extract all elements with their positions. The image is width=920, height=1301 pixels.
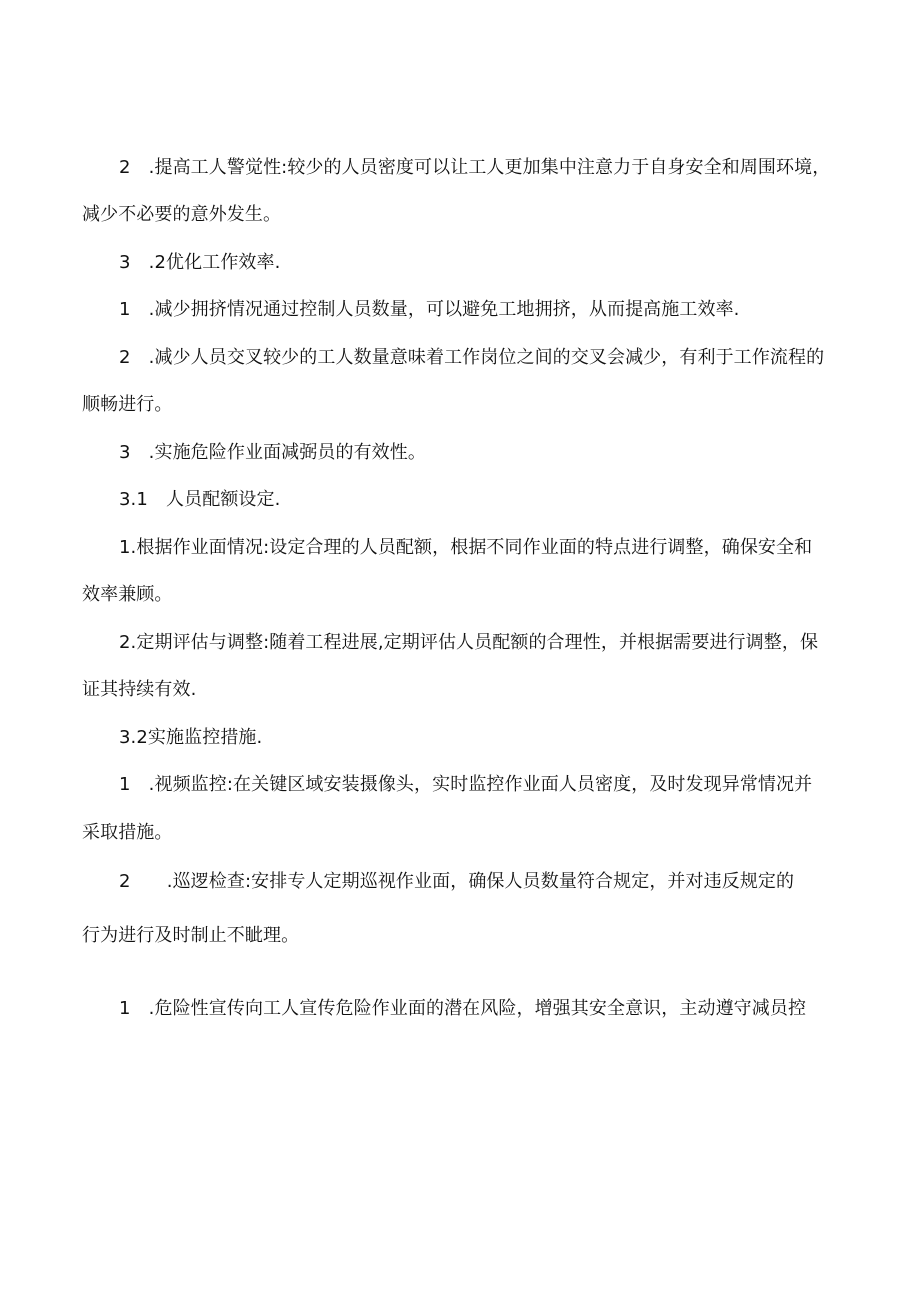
paragraph-line: 证其持续有效. — [82, 679, 197, 700]
paragraph-line: 1.根据作业面情况:设定合理的人员配额，根据不同作业面的特点进行调整，确保安全和 — [119, 537, 813, 558]
paragraph-line: 行为进行及时制止不眦理。 — [82, 925, 300, 946]
section-heading: 3 .实施危险作业面减弼员的有效性。 — [119, 442, 426, 463]
paragraph-line: 采取措施。 — [82, 822, 173, 843]
section-heading: 3.1 人员配额设定. — [119, 489, 281, 510]
section-heading: 3.2实施监控措施. — [119, 727, 263, 748]
paragraph-line: 效率兼顾。 — [82, 584, 173, 605]
paragraph-line: 2 .减少人员交叉较少的工人数量意味着工作岗位之间的交叉会减少，有利于工作流程的 — [119, 347, 825, 368]
paragraph-line: 2 .提高工人警觉性:较少的人员密度可以让工人更加集中注意力于自身安全和周围环境， — [119, 157, 831, 178]
paragraph-line: 2.定期评估与调整:随着工程进展,定期评估人员配额的合理性，并根据需要进行调整，保 — [119, 632, 819, 653]
paragraph-line: 顺畅进行。 — [82, 394, 173, 415]
paragraph-line: 减少不必要的意外发生。 — [82, 204, 282, 225]
section-heading: 3 .2优化工作效率. — [119, 252, 281, 273]
paragraph-line: 1 .减少拥挤情况通过控制人员数量，可以避免工地拥挤，从而提高施工效率. — [119, 299, 740, 320]
paragraph-line: 1 .危险性宣传向工人宣传危险作业面的潜在风险，增强其安全意识，主动遵守减员控 — [119, 998, 807, 1019]
paragraph-line: 1 .视频监控:在关键区域安装摄像头，实时监控作业面人员密度，及时发现异常情况并 — [119, 774, 813, 795]
paragraph-line: 2 .巡逻检查:安排专人定期巡视作业面，确保人员数量符合规定，并对违反规定的 — [119, 871, 795, 892]
